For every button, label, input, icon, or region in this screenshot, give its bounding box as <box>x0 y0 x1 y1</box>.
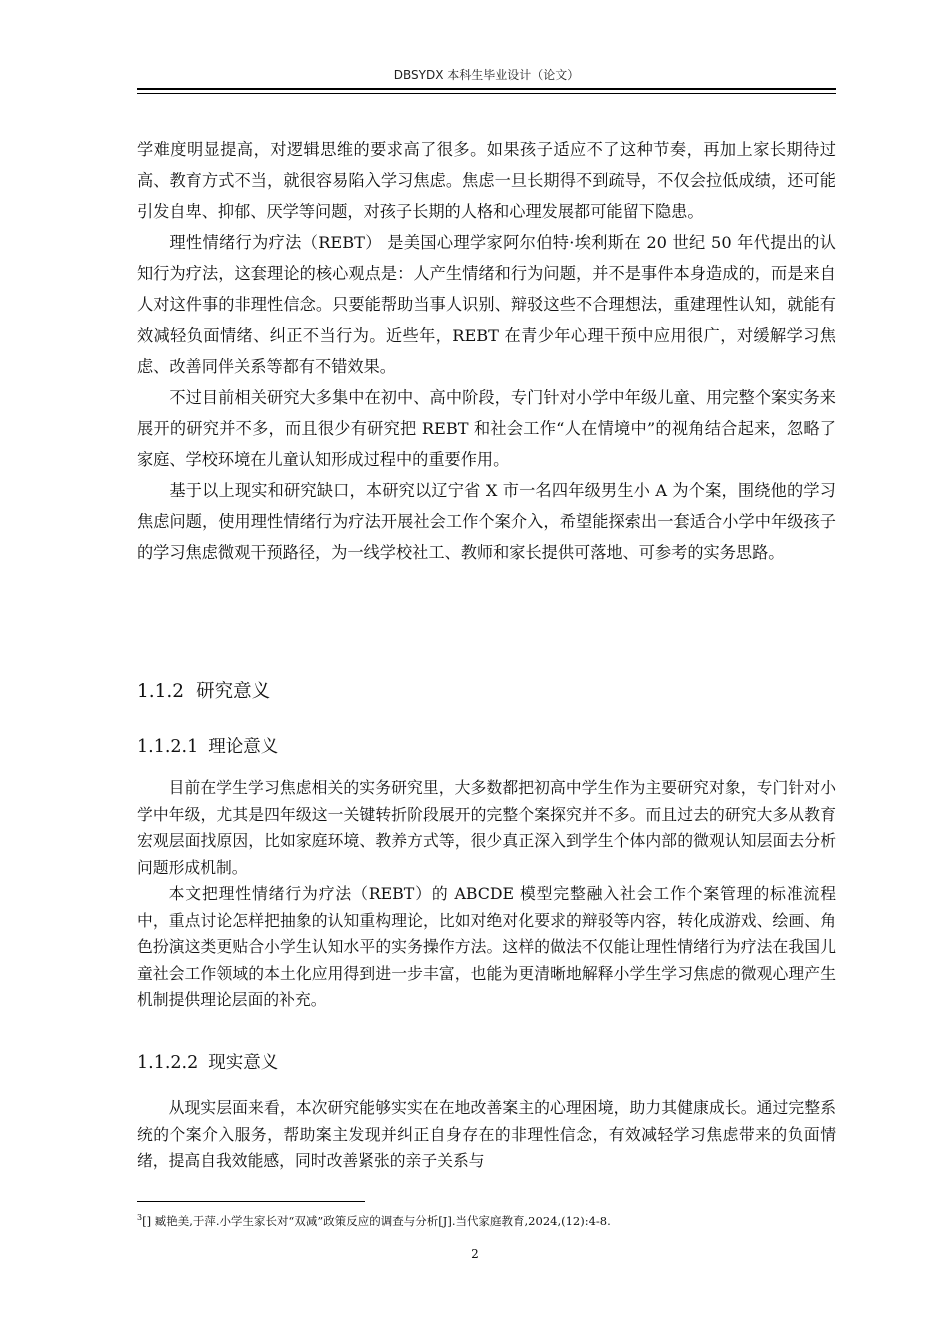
subsection-title: 理论意义 <box>208 737 279 757</box>
paragraph: 本文把理性情绪行为疗法（REBT）的 ABCDE 模型完整融入社会工作个案管理的标准流程中，重点讨论怎样把抽象的认知重构理论，比如对绝对化要求的辩驳等内容，转化成游戏、绘画、角色扮演这类更贴合小学生认知水平的实务操作方法。这样的做法不仅能让理性情绪行为疗法在我国儿童社会工作领域的本土化应用得到进一步丰富，也能为更清晰地解释小学生学习焦虑的微观心理产生机制提供理论层面的补充。 <box>137 884 836 1009</box>
theory-text <box>137 775 836 1014</box>
paragraph: 从现实层面来看，本次研究能够实实在在地改善案主的心理困境，助力其健康成长。通过完整系统的个案介入服务，帮助案主发现并纠正自身存在的非理性信念，有效减轻学习焦虑带来的负面情绪，提高自我效能感，同时改善紧张的亲子关系与 <box>137 1098 836 1170</box>
page-number: 2 <box>471 1247 479 1261</box>
subsection-number: 1.1.2.2 <box>137 1053 199 1073</box>
paragraph: 基于以上现实和研究缺口，本研究以辽宁省 X 市一名四年级男生小 A 为个案，围绕他的学习焦虑问题，使用理性情绪行为疗法开展社会工作个案介入，希望能探索出一套适合小学中年级孩子的学习焦虑微观干预路径，为一线学校社工、教师和家长提供可落地、可参考的实务思路。 <box>137 481 836 562</box>
subsection-heading-theory <box>137 734 278 760</box>
subsection-title: 现实意义 <box>208 1053 279 1073</box>
practice-text <box>137 1095 836 1175</box>
header-rule <box>137 88 836 90</box>
footnote <box>137 1213 611 1229</box>
page-header: DBSYDX 本科生毕业设计（论文） <box>393 68 580 82</box>
subsection-heading-practice <box>137 1050 278 1076</box>
header-rule-thin <box>137 93 836 94</box>
paragraph: 不过目前相关研究大多集中在初中、高中阶段，专门针对小学中年级儿童、用完整个案实务来展开的研究并不多，而且很少有研究把 REBT 和社会工作“人在情境中”的视角结合起来，忽略了家庭、学校环境在儿童认知形成过程中的重要作用。 <box>137 388 836 469</box>
paragraph: 目前在学生学习焦虑相关的实务研究里，大多数都把初高中学生作为主要研究对象，专门针对小学中年级，尤其是四年级这一关键转折阶段展开的完整个案探究并不多。而且过去的研究大多从教育宏观层面找原因，比如家庭环境、教养方式等，很少真正深入到学生个体内部的微观认知层面去分析问题形成机制。 <box>137 778 836 877</box>
section-number: 1.1.2 <box>137 681 185 702</box>
paragraph: 理性情绪行为疗法（REBT） 是美国心理学家阿尔伯特·埃利斯在 20 世纪 50 年代提出的认知行为疗法，这套理论的核心观点是：人产生情绪和行为问题，并不是事件本身造成的，而是来自人对这件事的非理性信念。只要能帮助当事人识别、辩驳这些不合理想法，重建理性认知，就能有效减轻负面情绪、纠正不当行为。近些年，REBT 在青少年心理干预中应用很广，对缓解学习焦虑、改善同伴关系等都有不错效果。 <box>137 233 836 376</box>
section-heading <box>137 679 270 705</box>
footnote-text: [] 臧艳美,于萍.小学生家长对“双减”政策反应的调查与分析[J].当代家庭教育,2024,(12):4-8. <box>142 1214 611 1228</box>
footnote-marker: 3 <box>137 1213 143 1223</box>
subsection-number: 1.1.2.1 <box>137 737 199 757</box>
intro-text <box>137 134 836 568</box>
paragraph: 学难度明显提高，对逻辑思维的要求高了很多。如果孩子适应不了这种节奏，再加上家长期待过高、教育方式不当，就很容易陷入学习焦虑。焦虑一旦长期得不到疏导，不仅会拉低成绩，还可能引发自卑、抑郁、厌学等问题，对孩子长期的人格和心理发展都可能留下隐患。 <box>137 140 836 221</box>
footnote-rule <box>137 1201 365 1202</box>
section-title: 研究意义 <box>196 681 271 702</box>
